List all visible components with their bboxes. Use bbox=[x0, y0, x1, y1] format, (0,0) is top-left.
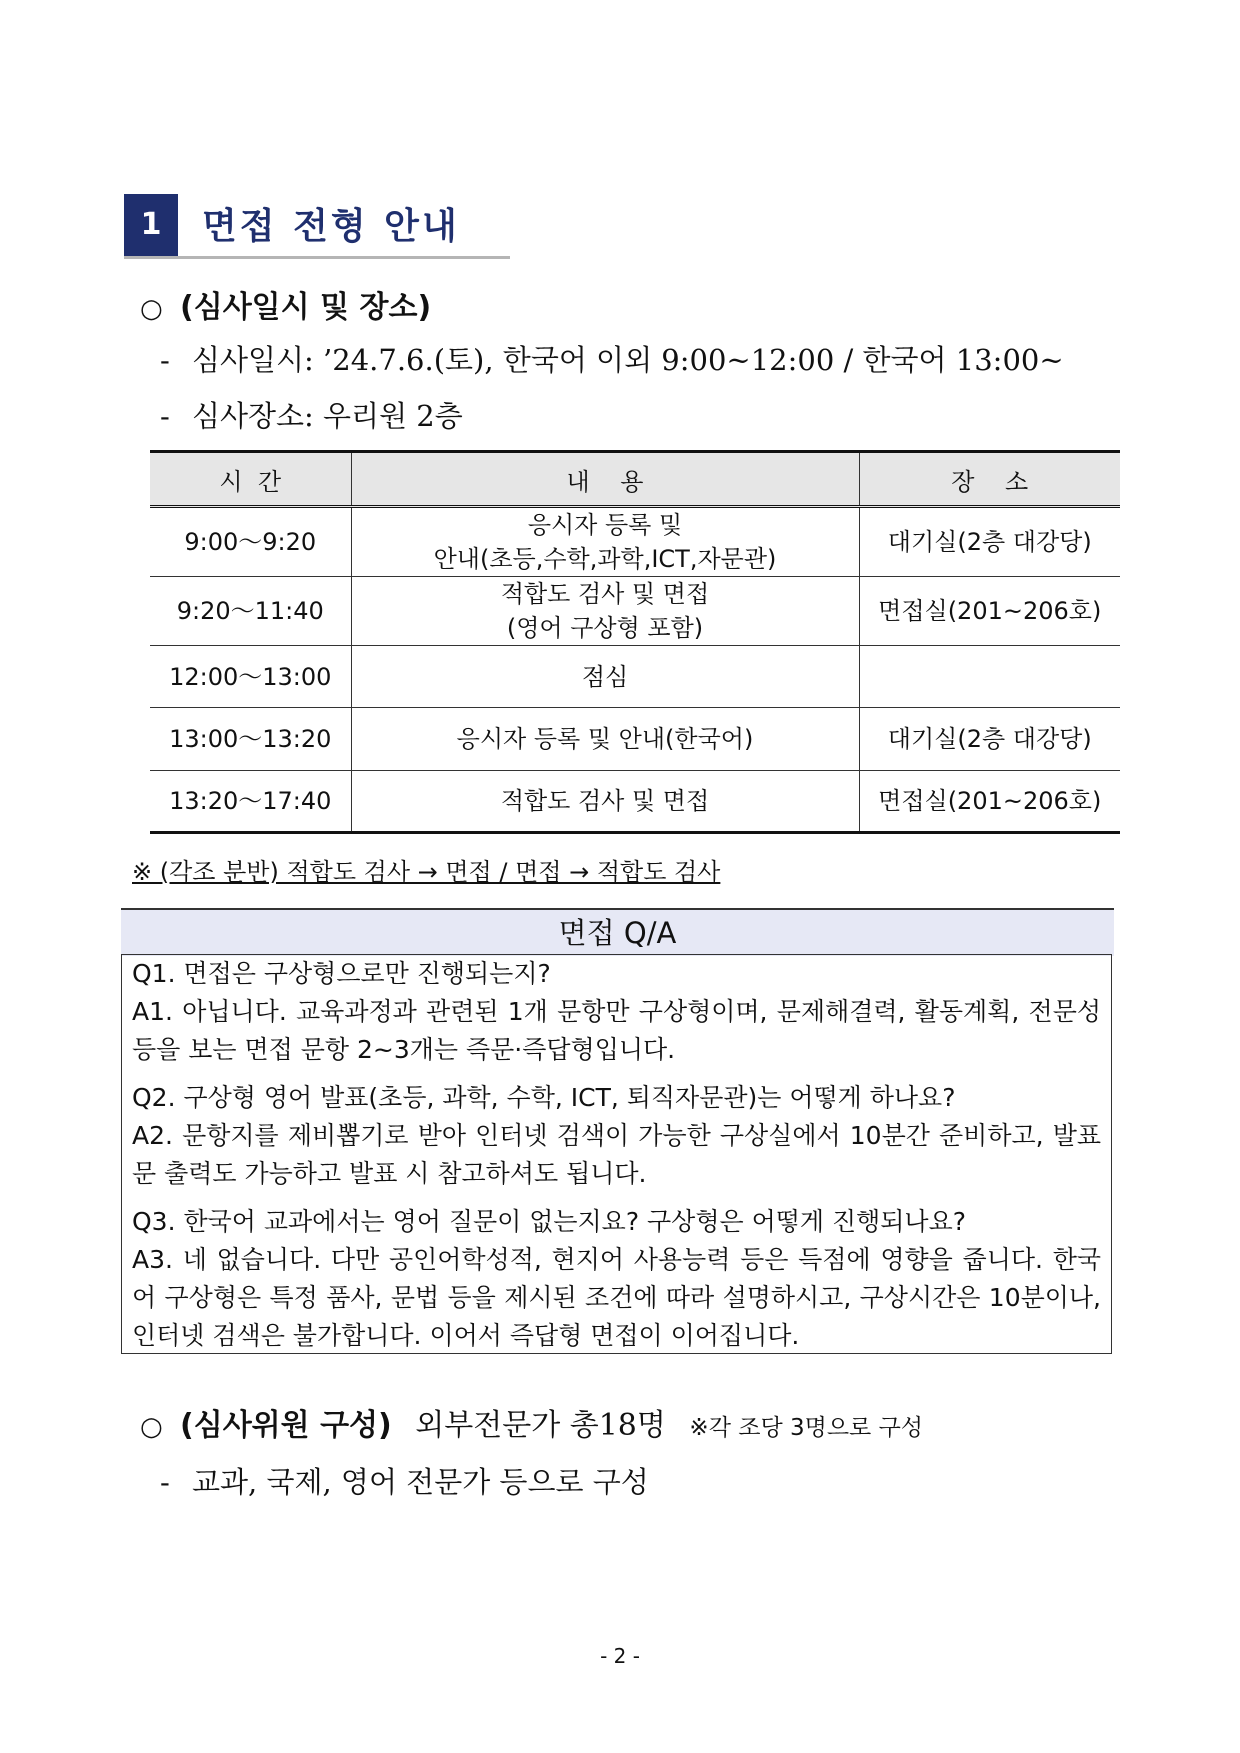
header-place: 장 소 bbox=[859, 452, 1120, 507]
schedule-bullet bbox=[140, 282, 431, 326]
committee-bullet-label: (심사위원 구성) bbox=[180, 1408, 392, 1443]
table-header-row bbox=[150, 452, 1120, 507]
table-row: 12:00～13:00 점심 bbox=[150, 646, 1120, 708]
qa-answer: A2. 문항지를 제비뽑기로 받아 인터넷 검색이 가능한 구상실에서 10분간 준비하고, 발표문 출력도 가능하고 발표 시 참고하셔도 됩니다. bbox=[132, 1121, 1101, 1188]
page-number: - 2 - bbox=[600, 1644, 640, 1668]
committee-count: 외부전문가 총18명 bbox=[415, 1408, 666, 1443]
qa-question: Q2. 구상형 영어 발표(초등, 과학, 수학, ICT, 퇴직자문관)는 어떻게 하나요? bbox=[132, 1083, 956, 1112]
table-row: 13:20～17:40 적합도 검사 및 면접 면접실(201~206호) bbox=[150, 771, 1120, 833]
committee-line: - 교과, 국제, 영어 전문가 등으로 구성 bbox=[160, 1465, 649, 1499]
table-row: 9:00～9:20 응시자 등록 및 안내(초등,수학,과학,ICT,자문관) 대기실(2층 대강당) bbox=[150, 507, 1120, 577]
qa-box bbox=[121, 954, 1112, 1354]
committee-bullet: ○ (심사위원 구성) 외부전문가 총18명 ※각 조당 3명으로 구성 bbox=[140, 1408, 924, 1443]
header-time: 시 간 bbox=[150, 452, 351, 507]
process-note: ※ (각조 분반) 적합도 검사 → 면접 / 면접 → 적합도 검사 bbox=[132, 858, 721, 886]
header-content: 내 용 bbox=[351, 452, 859, 507]
qa-question: Q3. 한국어 교과에서는 영어 질문이 없는지요? 구상형은 어떻게 진행되나요? bbox=[132, 1207, 966, 1236]
bullet-mark: ○ bbox=[140, 294, 163, 324]
qa-answer: A3. 네 없습니다. 다만 공인어학성적, 현지어 사용능력 등은 득점에 영향을 줍니다. 한국어 구상형은 특정 품사, 문법 등을 제시된 조건에 따라 설명하시고, 구상시간은 10분이나, 인터넷 검색은 불가합니다. 이어서 즉답형 면접이 이어집니다. bbox=[132, 1245, 1101, 1350]
schedule-place-line: - 심사장소: 우리원 2층 bbox=[160, 399, 463, 433]
section-title: 면접 전형 안내 bbox=[202, 206, 460, 247]
qa-question: Q1. 면접은 구상형으로만 진행되는지? bbox=[132, 959, 551, 988]
committee-note: ※각 조당 3명으로 구성 bbox=[689, 1415, 924, 1441]
table-row: 9:20～11:40 적합도 검사 및 면접 (영어 구상형 포함) 면접실(201~206호) bbox=[150, 577, 1120, 646]
schedule-bullet-label: (심사일시 및 장소) bbox=[180, 290, 432, 325]
section-number: 1 bbox=[124, 194, 178, 256]
qa-title: 면접 Q/A bbox=[121, 908, 1114, 956]
table-row: 13:00～13:20 응시자 등록 및 안내(한국어) 대기실(2층 대강당) bbox=[150, 708, 1120, 771]
section-heading bbox=[124, 194, 510, 259]
schedule-table bbox=[150, 450, 1120, 834]
qa-answer: A1. 아닙니다. 교육과정과 관련된 1개 문항만 구상형이며, 문제해결력, 활동계획, 전문성 등을 보는 면접 문항 2~3개는 즉문·즉답형입니다. bbox=[132, 997, 1101, 1064]
schedule-date-line: - 심사일시: ’24.7.6.(토), 한국어 이외 9:00~12:00 / 한국어 13:00~ bbox=[160, 343, 1064, 377]
